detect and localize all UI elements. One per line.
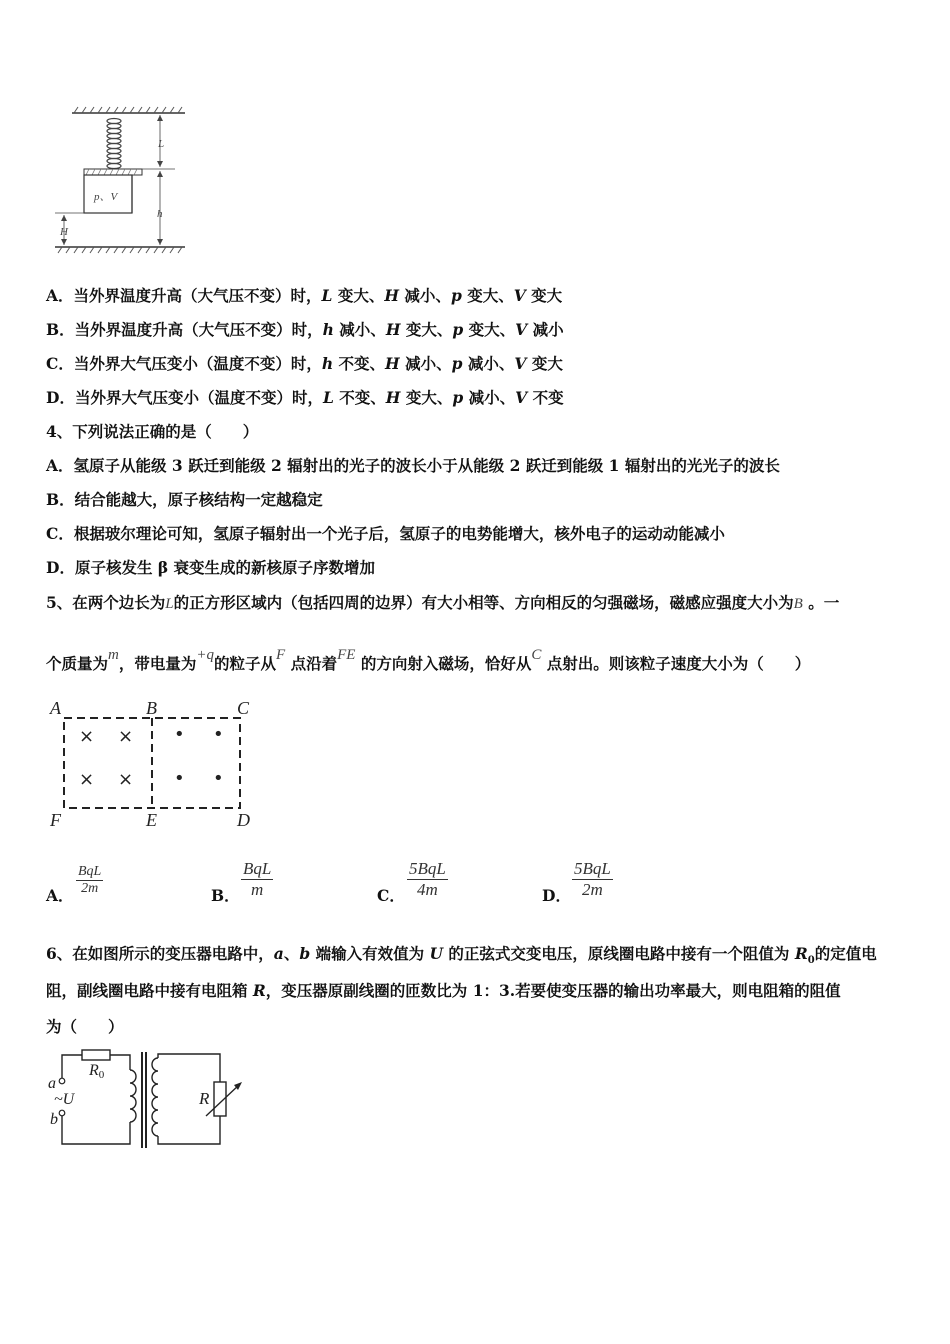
- field-out-mark: •: [213, 768, 224, 789]
- corner-D-label: D: [237, 810, 250, 830]
- resistance-box-R-label: R: [199, 1089, 210, 1108]
- magnetic-field-figure: [46, 696, 261, 831]
- q3-option-b: B．当外界温度升高（大气压不变）时，h 减小、H 变大、p 变大、V 减小: [46, 320, 564, 339]
- corner-E-label: E: [146, 810, 157, 830]
- corner-B-label: B: [146, 698, 157, 718]
- q5-option-c-fraction: 5BqL 4m: [409, 859, 446, 899]
- spring-cylinder-figure: [50, 105, 195, 255]
- field-into-mark: ×: [79, 726, 95, 747]
- terminal-b-label: b: [50, 1111, 58, 1128]
- field-into-mark: ×: [118, 769, 134, 790]
- field-out-mark: •: [213, 724, 224, 745]
- q4-stem: 4、下列说法正确的是（ ）: [46, 422, 259, 441]
- q5-option-b-label: B．: [211, 886, 240, 905]
- q5-stem-line2: 个质量为m，带电量为+q的粒子从F 点沿着FE 的方向射入磁场，恰好从C 点射出。则该粒子速度大小为（ ）: [46, 647, 811, 673]
- q5-option-a-label: A．: [46, 886, 74, 905]
- cylinder-label: p、V: [94, 191, 118, 203]
- resistor-R0-label: R0: [89, 1062, 105, 1081]
- corner-C-label: C: [237, 698, 250, 718]
- terminal-a-label: a: [48, 1075, 56, 1092]
- q4-option-d: D．原子核发生 β 衰变生成的新核原子序数增加: [46, 558, 376, 577]
- field-into-mark: ×: [79, 769, 95, 790]
- q3-option-c: C．当外界大气压变小（温度不变）时，h 不变、H 减小、p 减小、V 变大: [46, 354, 563, 373]
- voltage-source-label: ~U: [54, 1091, 75, 1108]
- q5-option-d-label: D．: [542, 886, 571, 905]
- corner-A-label: A: [50, 698, 61, 718]
- q4-option-c: C．根据玻尔理论可知，氢原子辐射出一个光子后，氢原子的电势能增大，核外电子的运动动能减小: [46, 524, 725, 543]
- q6-stem-line3: 为（ ）: [46, 1017, 124, 1036]
- length-L-label: L: [158, 138, 165, 150]
- q5-option-d-fraction: 5BqL 2m: [574, 859, 611, 899]
- q4-option-a: A．氢原子从能级 3 跃迁到能级 2 辐射出的光子的波长小于从能级 2 跃迁到能级 1 辐射出的光光子的波长: [46, 456, 780, 475]
- q5-stem-line1: 5、在两个边长为L的正方形区域内（包括四周的边界）有大小相等、方向相反的匀强磁场，磁感应强度大小为B 。一: [46, 593, 840, 612]
- height-H-label: H: [60, 226, 68, 238]
- q6-stem-line1: 6、在如图所示的变压器电路中，a、b 端输入有效值为 U 的正弦式交变电压，原线圈电路中接有一个阻值为 $R_0$的定值电: [46, 944, 877, 967]
- transformer-circuit-figure: [44, 1044, 254, 1149]
- corner-F-label: F: [50, 810, 61, 830]
- q6-stem-line2: 阻，副线圈电路中接有电阻箱 R，变压器原副线圈的匝数比为 1：3.若要使变压器的输出功率最大，则电阻箱的阻值: [46, 981, 841, 1000]
- q5-option-c-label: C．: [377, 886, 405, 905]
- q4-option-b: B．结合能越大，原子核结构一定越稳定: [46, 490, 323, 509]
- field-out-mark: •: [174, 724, 185, 745]
- height-h-label: h: [157, 208, 163, 220]
- q3-option-d: D．当外界大气压变小（温度不变）时，L 不变、H 变大、p 减小、V 不变: [46, 388, 564, 407]
- field-out-mark: •: [174, 768, 185, 789]
- q5-option-a-fraction: BqL 2m: [78, 864, 102, 896]
- q5-option-b-fraction: BqL m: [243, 859, 272, 899]
- field-into-mark: ×: [118, 726, 134, 747]
- q3-option-a: A．当外界温度升高（大气压不变）时，L 变大、H 减小、p 变大、V 变大: [46, 286, 563, 305]
